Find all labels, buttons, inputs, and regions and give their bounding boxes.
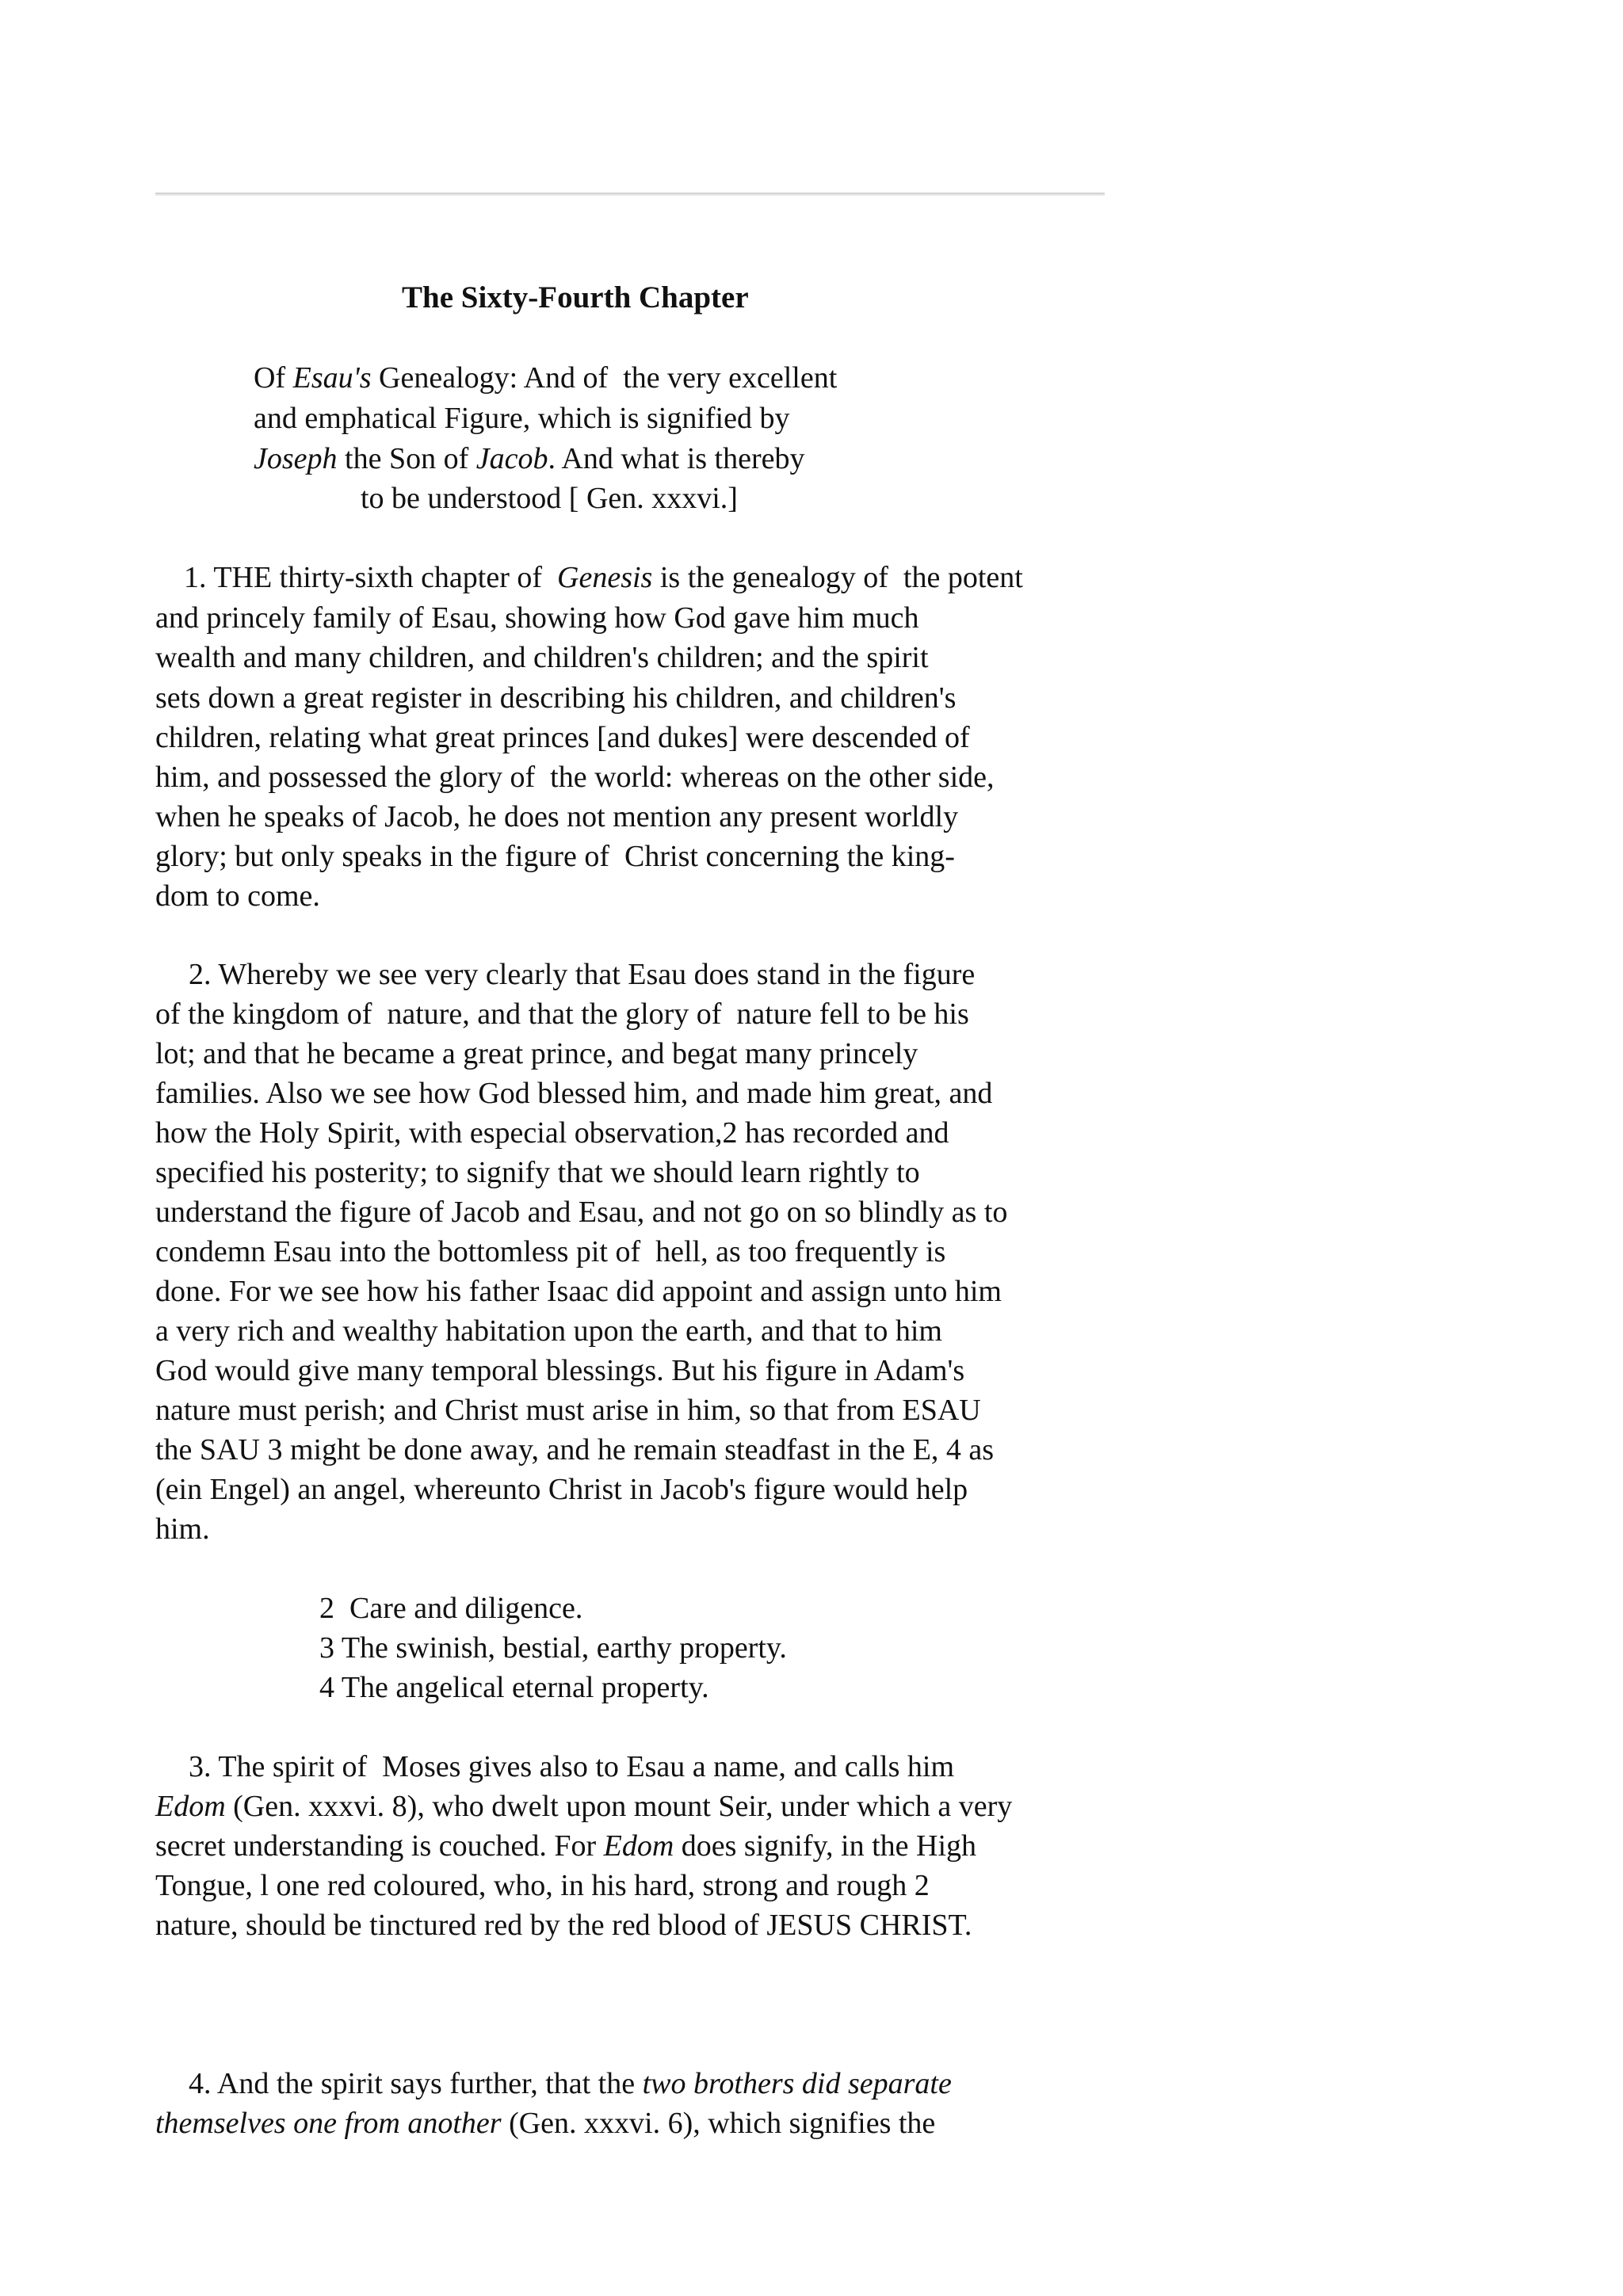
text-line: 3. The spirit of Moses gives also to Esau a name, and calls him xyxy=(189,1750,955,1783)
text-line: when he speaks of Jacob, he does not mention any present worldly xyxy=(155,800,959,833)
text-line: God would give many temporal blessings. But his figure in Adam's xyxy=(155,1354,965,1387)
text-line: 1. THE thirty-sixth chapter of Genesis is the genealogy of the potent xyxy=(184,561,1023,594)
summary-line: Of Esau's Genealogy: And of the very excellent xyxy=(254,361,838,395)
text-line: him. xyxy=(155,1512,210,1546)
text-line: wealth and many children, and children's children; and the spirit xyxy=(155,641,929,674)
summary-line: Joseph the Son of Jacob. And what is thereby xyxy=(254,442,805,475)
text-line: 2. Whereby we see very clearly that Esau does stand in the figure xyxy=(189,958,976,991)
chapter-title: The Sixty-Fourth Chapter xyxy=(402,280,749,315)
text-line: of the kingdom of nature, and that the glory of nature fell to be his xyxy=(155,997,969,1031)
text-line: glory; but only speaks in the figure of Christ concerning the king- xyxy=(155,840,955,873)
text-line: and princely family of Esau, showing how God gave him much xyxy=(155,601,919,635)
text-line: lot; and that he became a great prince, and begat many princely xyxy=(155,1037,918,1070)
text-line: him, and possessed the glory of the world: whereas on the other side, xyxy=(155,761,995,794)
footnote: 4 The angelical eternal property. xyxy=(319,1671,709,1704)
text-line: done. For we see how his father Isaac did appoint and assign unto him xyxy=(155,1275,1002,1308)
text-line: themselves one from another (Gen. xxxvi. 6), which signifies the xyxy=(155,2107,936,2140)
footnote: 3 The swinish, bestial, earthy property. xyxy=(319,1631,787,1665)
text-line: how the Holy Spirit, with especial observation,2 has recorded and xyxy=(155,1116,949,1150)
text-line: Tongue, l one red coloured, who, in his hard, strong and rough 2 xyxy=(155,1869,930,1902)
text-line: the SAU 3 might be done away, and he remain steadfast in the E, 4 as xyxy=(155,1433,995,1466)
text-line: condemn Esau into the bottomless pit of hell, as too frequently is xyxy=(155,1235,946,1268)
text-line: specified his posterity; to signify that we should learn rightly to xyxy=(155,1156,920,1189)
text-line: (ein Engel) an angel, whereunto Christ in Jacob's figure would help xyxy=(155,1473,968,1506)
text-line: nature, should be tinctured red by the red blood of JESUS CHRIST. xyxy=(155,1909,972,1942)
text-line: Edom (Gen. xxxvi. 8), who dwelt upon mount Seir, under which a very xyxy=(155,1790,1013,1823)
text-line: 4. And the spirit says further, that the two brothers did separate xyxy=(189,2067,952,2100)
text-line: a very rich and wealthy habitation upon the earth, and that to him xyxy=(155,1314,942,1348)
text-line: nature must perish; and Christ must arise in him, so that from ESAU xyxy=(155,1394,981,1427)
text-line: children, relating what great princes [and dukes] were descended of xyxy=(155,721,970,754)
text-line: dom to come. xyxy=(155,879,320,913)
text-line: families. Also we see how God blessed him, and made him great, and xyxy=(155,1077,993,1110)
summary-line: and emphatical Figure, which is signified by xyxy=(254,402,790,435)
summary-line: to be understood [ Gen. xxxvi.] xyxy=(361,482,738,515)
horizontal-rule xyxy=(155,193,1105,196)
footnote: 2 Care and diligence. xyxy=(319,1592,583,1625)
text-line: understand the figure of Jacob and Esau, and not go on so blindly as to xyxy=(155,1196,1008,1229)
text-line: secret understanding is couched. For Edom does signify, in the High xyxy=(155,1829,977,1863)
text-line: sets down a great register in describing his children, and children's xyxy=(155,681,957,715)
